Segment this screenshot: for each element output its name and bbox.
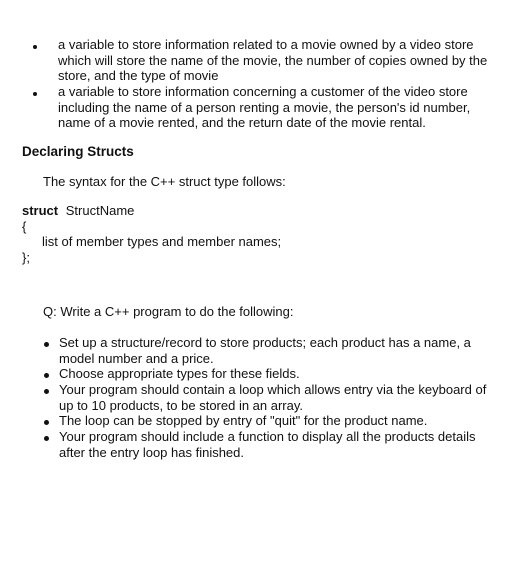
bullet-icon xyxy=(33,92,37,96)
bullet-icon xyxy=(44,342,49,347)
bullet-icon xyxy=(44,389,49,394)
list-item: Your program should contain a loop which allows entry via the keyboard of up to 10 products, to be stored in an array. xyxy=(59,382,487,413)
code-open-brace: { xyxy=(22,219,27,234)
bullet-icon xyxy=(44,373,49,378)
code-keyword: struct xyxy=(22,203,59,218)
bullet-icon xyxy=(44,420,49,425)
code-struct-name: StructName xyxy=(65,203,135,218)
list-item: Your program should include a function to display all the products details after the entry loop has finished. xyxy=(59,429,476,460)
code-body: list of member types and member names; xyxy=(42,234,282,249)
bullet-icon xyxy=(33,45,37,49)
question-text: Q: Write a C++ program to do the following: xyxy=(43,304,294,319)
syntax-intro: The syntax for the C++ struct type follows: xyxy=(43,174,286,189)
list-item: Set up a structure/record to store products; each product has a name, a model number and a price. xyxy=(59,335,471,366)
code-line-struct xyxy=(22,203,134,219)
list-item: a variable to store information concerning a customer of the video store including the name of a person renting a movie, the person's id number, name of a movie rented, and the return date of the movie rental. xyxy=(58,84,471,130)
bullet-icon xyxy=(44,436,49,441)
code-close-brace: }; xyxy=(22,250,30,265)
section-heading: Declaring Structs xyxy=(22,144,134,159)
list-item: a variable to store information related to a movie owned by a video store which will store the name of the movie, the number of copies owned by the store, and the type of movie xyxy=(58,37,488,83)
list-item: The loop can be stopped by entry of "quit" for the product name. xyxy=(59,413,428,428)
list-item: Choose appropriate types for these fields. xyxy=(59,366,300,381)
